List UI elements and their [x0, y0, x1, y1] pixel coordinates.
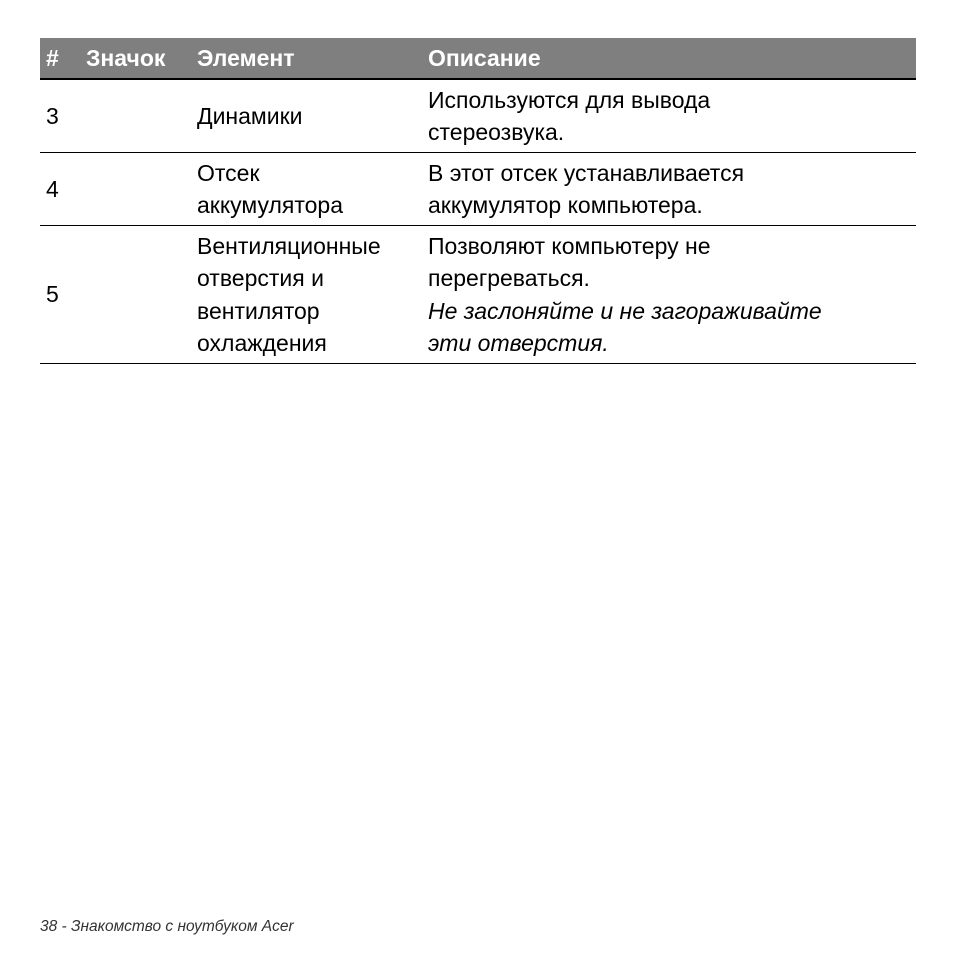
row-element: [191, 100, 422, 133]
row-element-line: Отсек: [197, 159, 260, 186]
row-element-line: Вентиляционные: [197, 232, 381, 259]
row-description-line: Используются для вывода: [428, 86, 711, 113]
row-element-line: аккумулятора: [197, 192, 344, 218]
row-note-line: эти отверстия.: [428, 330, 609, 356]
row-description: [422, 230, 916, 360]
table-row: [40, 226, 916, 364]
row-num: 3: [46, 102, 59, 129]
table-header: [40, 38, 916, 80]
row-description-line: стереозвука.: [428, 119, 565, 145]
row-description-line: Позволяют компьютеру не: [428, 232, 711, 259]
row-element-line: вентилятор: [197, 297, 320, 324]
row-description-line: В этот отсек устанавливается: [428, 159, 745, 186]
row-element: [191, 157, 422, 222]
row-element-line: Динамики: [197, 102, 303, 129]
page-footer: 38 - Знакомство с ноутбуком Acer: [40, 918, 294, 935]
table-row: [40, 80, 916, 153]
row-description-line: перегреваться.: [428, 265, 590, 291]
row-description-line: аккумулятор компьютера.: [428, 192, 703, 218]
table-row: [40, 153, 916, 226]
row-element-line: охлаждения: [197, 330, 327, 356]
header-num: #: [46, 45, 59, 71]
components-table: [40, 38, 916, 364]
row-description: [422, 157, 916, 222]
row-description: [422, 84, 916, 149]
row-note-line: Не заслоняйте и не загораживайте: [428, 297, 822, 324]
row-num: 4: [46, 175, 59, 202]
row-element: [191, 230, 422, 360]
header-element: Элемент: [197, 45, 295, 71]
row-num: 5: [46, 281, 59, 308]
header-description: Описание: [428, 45, 541, 71]
header-icon: Значок: [86, 45, 166, 71]
row-element-line: отверстия и: [197, 265, 324, 291]
